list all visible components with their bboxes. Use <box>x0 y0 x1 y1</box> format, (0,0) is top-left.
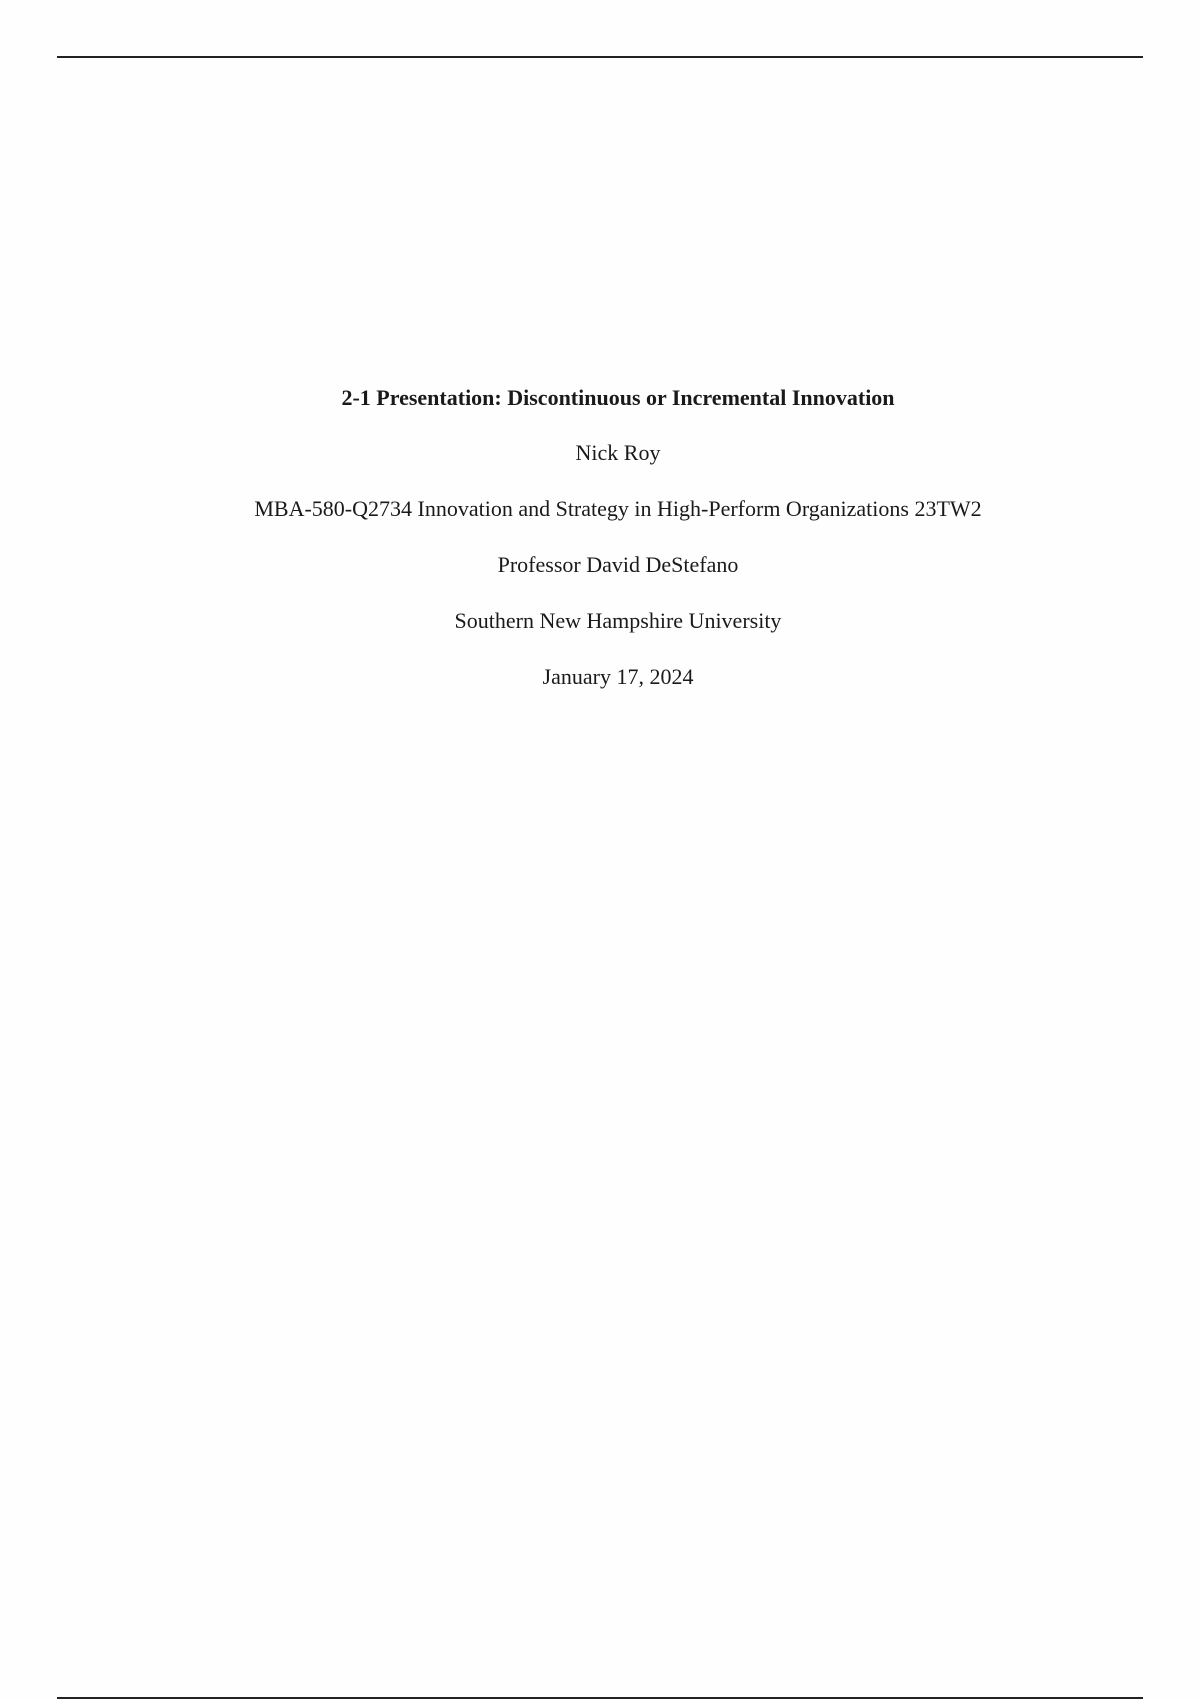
bottom-rule <box>57 1697 1143 1699</box>
submission-date: January 17, 2024 <box>542 664 694 689</box>
institution-name: Southern New Hampshire University <box>454 608 782 633</box>
author-name: Nick Roy <box>575 440 661 465</box>
instructor-name: Professor David DeStefano <box>497 552 739 577</box>
top-rule <box>57 56 1143 58</box>
title-page-block <box>0 384 1200 719</box>
course-name: MBA-580-Q2734 Innovation and Strategy in High-Perform Organizations 23TW2 <box>254 496 982 521</box>
document-title: 2-1 Presentation: Discontinuous or Incremental Innovation <box>341 385 895 410</box>
